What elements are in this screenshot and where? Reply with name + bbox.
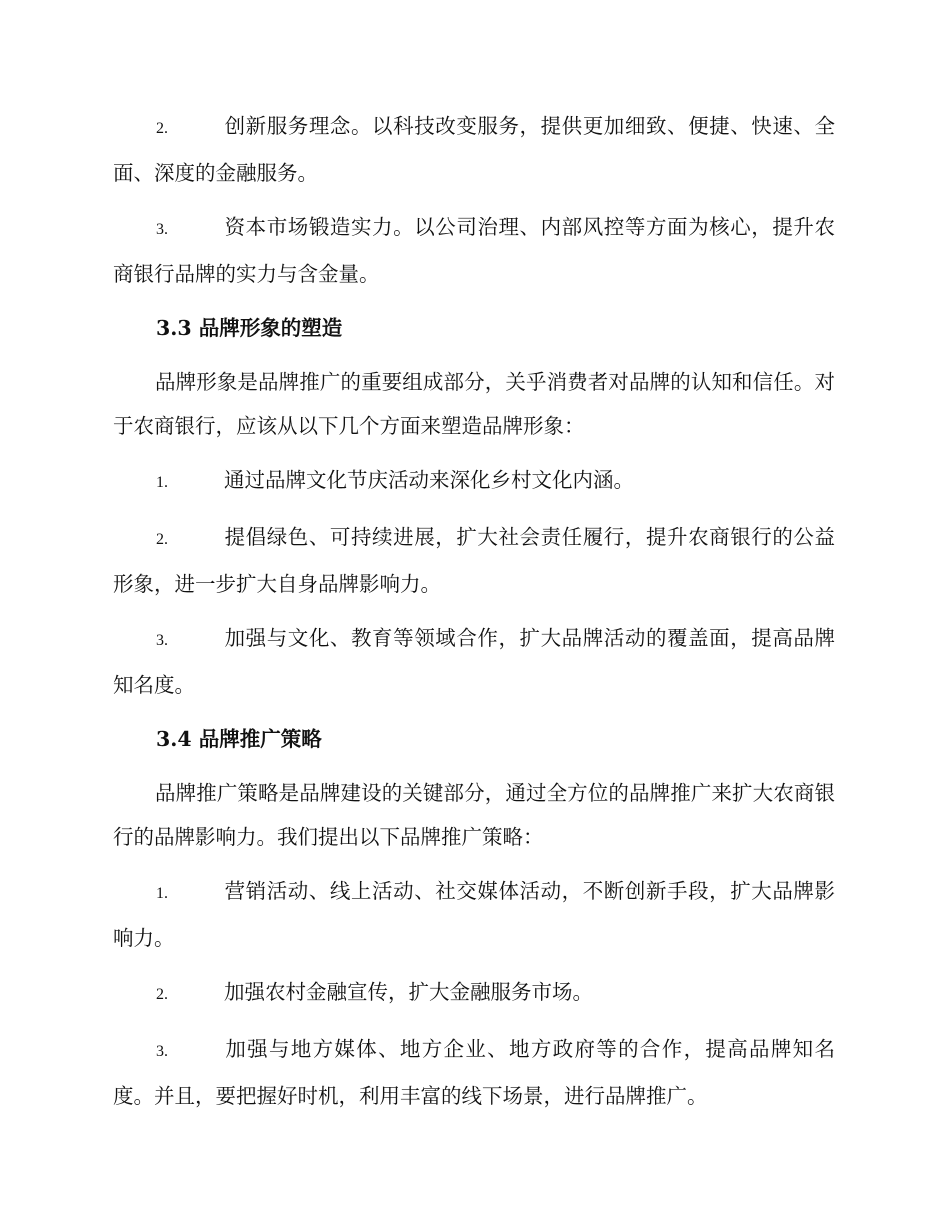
list-item-text: 提倡绿色、可持续进展，扩大社会责任履行，提升农商银行的公益形象，进一步扩大自身品牌影响力。 xyxy=(113,525,835,596)
list-item-text: 加强农村金融宣传，扩大金融服务市场。 xyxy=(224,980,593,1004)
list-item xyxy=(113,458,835,505)
list-item xyxy=(113,970,835,1017)
list-item xyxy=(113,104,835,195)
list-item xyxy=(113,1027,835,1118)
list-item-text: 资本市场锻造实力。以公司治理、内部风控等方面为核心，提升农商银行品牌的实力与含金量。 xyxy=(113,215,835,286)
document-body xyxy=(113,104,835,1128)
list-item-text: 营销活动、线上活动、社交媒体活动，不断创新手段，扩大品牌影响力。 xyxy=(113,879,835,950)
list-number: 3. xyxy=(156,1043,168,1060)
list-item-text: 加强与地方媒体、地方企业、地方政府等的合作，提高品牌知名度。并且，要把握好时机，利用丰富的线下场景，进行品牌推广。 xyxy=(113,1037,835,1108)
list-number: 2. xyxy=(156,120,168,137)
section-heading: 3.4 品牌推广策略 xyxy=(156,727,322,751)
list-item xyxy=(113,616,835,707)
list-number: 3. xyxy=(156,632,168,649)
list-number: 2. xyxy=(156,986,168,1003)
list-number: 3. xyxy=(156,221,168,238)
list-item xyxy=(113,515,835,606)
list-number: 1. xyxy=(156,885,168,902)
section-heading: 3.3 品牌形象的塑造 xyxy=(156,316,343,340)
list-number: 2. xyxy=(156,531,168,548)
section-intro-paragraph: 品牌形象是品牌推广的重要组成部分，关乎消费者对品牌的认知和信任。对于农商银行，应该从以下几个方面来塑造品牌形象： xyxy=(113,370,835,438)
section-intro-paragraph: 品牌推广策略是品牌建设的关键部分，通过全方位的品牌推广来扩大农商银行的品牌影响力。我们提出以下品牌推广策略： xyxy=(113,781,835,849)
list-number: 1. xyxy=(156,474,168,491)
list-item-text: 创新服务理念。以科技改变服务，提供更加细致、便捷、快速、全面、深度的金融服务。 xyxy=(113,114,835,185)
list-item xyxy=(113,205,835,296)
list-item-text: 加强与文化、教育等领域合作，扩大品牌活动的覆盖面，提高品牌知名度。 xyxy=(113,626,835,697)
list-item xyxy=(113,869,835,960)
list-item-text: 通过品牌文化节庆活动来深化乡村文化内涵。 xyxy=(224,468,634,492)
